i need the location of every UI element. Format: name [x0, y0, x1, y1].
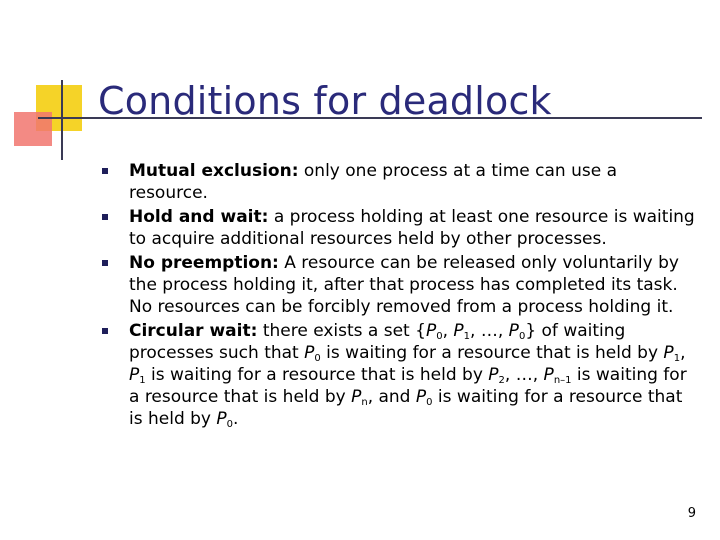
bullet-term: No preemption:: [129, 253, 279, 273]
bullet-square-icon: [102, 328, 108, 334]
page-number: 9: [687, 506, 696, 521]
bullet-term: Circular wait:: [129, 321, 258, 341]
bullet-circular-wait: [100, 320, 700, 430]
bullet-square-icon: [102, 260, 108, 266]
bullet-square-icon: [102, 214, 108, 220]
bullet-hold-and-wait: [100, 206, 700, 250]
bullet-square-icon: [102, 168, 108, 174]
bullet-mutual-exclusion: [100, 160, 700, 204]
bullet-list: [100, 160, 700, 432]
bullet-no-preemption: [100, 252, 700, 318]
slide-title: Conditions for deadlock: [98, 79, 552, 123]
bullet-text: A resource can be released only voluntarily by the process holding it, after that process has completed its task. No resources can be forcibly removed from a process holding it.: [129, 253, 679, 317]
bullet-text: only one process at a time can use a resource.: [129, 161, 618, 203]
circular-wait-text: there exists a set {$P_0$, $P_1$, …, $P_0$} of waiting processes such that $P_0$ is waiting for a resource that is held by $P_1$, $P_1$ is waiting for a resource that is held by $P_2$, …, $P_{n-1}$ is waiting for a resource that is held by $P_n$, and $P_0$ is waiting for a resource that is held by $P_0$.: [129, 321, 687, 430]
bullet-text: a process holding at least one resource is waiting to acquire additional resources held by other processes.: [129, 207, 695, 249]
bullet-term: Hold and wait:: [129, 207, 269, 227]
bullet-term: Mutual exclusion:: [129, 161, 299, 181]
decor-vertical-rule: [61, 80, 63, 160]
